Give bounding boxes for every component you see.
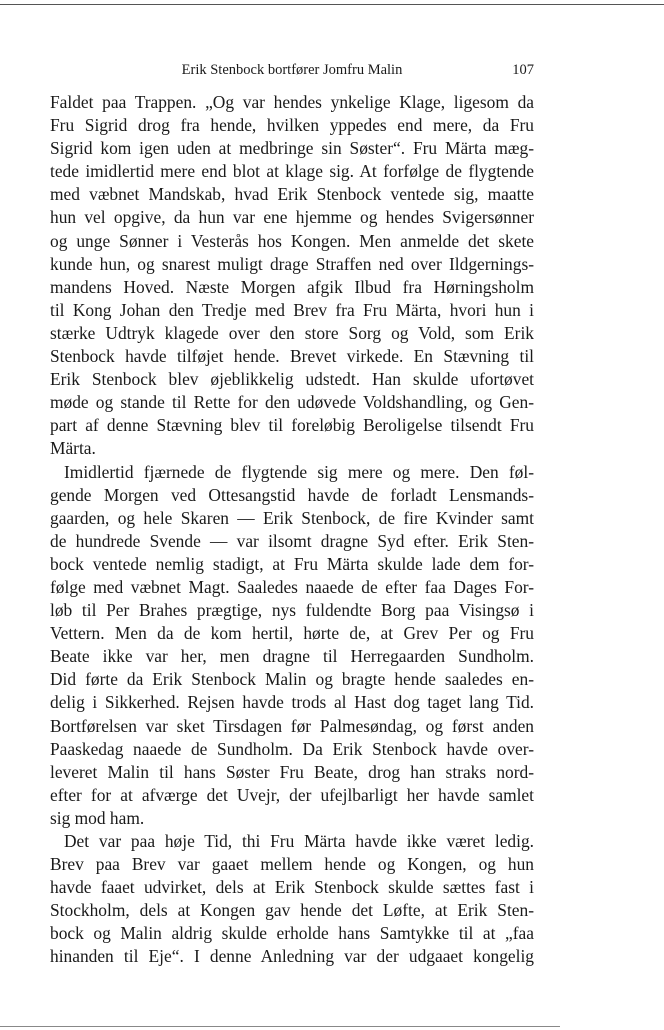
text-line: sig mod ham. (50, 807, 145, 828)
text-line: Imidlertid fjærnede de flygtende sig mere og mere. Den føl- (64, 461, 534, 482)
text-line: hinanden til Eje“. I denne Anledning var der udgaaet kongelig (50, 946, 534, 967)
running-header (50, 60, 534, 80)
text-line: Bortførelsen var sket Tirsdagen før Palmesøndag, og først anden (50, 715, 534, 736)
text-line: følge med væbnet Magt. Saaledes naaede de efter faa Dages For- (50, 576, 534, 597)
text-line: Erik Stenbock blev øjeblikkelig udstedt. Han skulde ufortøvet (50, 369, 534, 390)
text-line: Faldet paa Trappen. „Og var hendes ynkelige Klage, ligesom da (50, 92, 534, 112)
text-line: bock ventede nemlig stadigt, at Fru Märta skulde lade dem for- (50, 553, 534, 574)
text-line: hun vel opgive, da hun var ene hjemme og hendes Svigersønner (50, 207, 534, 228)
text-line: løb til Per Brahes prægtige, nys fuldendte Borg paa Visingsø i (50, 600, 534, 621)
text-line: efter for at afværge det Uvejr, der ufejlbarligt her havde samlet (50, 784, 534, 805)
top-rule (0, 4, 664, 5)
text-line: tede imidlertid mere end blot at klage sig. At forfølge de flygtende (50, 161, 534, 182)
text-line: de hundrede Svende — var ilsomt dragne Syd efter. Erik Sten- (50, 530, 534, 551)
text-line: kunde hun, og snarest muligt drage Straffen ned over Ildgernings- (50, 253, 534, 274)
text-line: til Kong Johan den Tredje med Brev fra Fru Märta, hvori hun i (50, 299, 534, 320)
text-line: gaarden, og hele Skaren — Erik Stenbock, de fire Kvinder samt (50, 507, 534, 528)
page-number: 107 (512, 62, 534, 78)
text-line: gende Morgen ved Ottesangstid havde de forladt Lensmands- (50, 484, 534, 505)
text-line: delig i Sikkerhed. Rejsen havde trods al Hast dog taget lang Tid. (50, 692, 534, 713)
text-line: mandens Hoved. Næste Morgen afgik Ilbud fra Hørningsholm (50, 276, 534, 297)
body-text (50, 91, 534, 969)
text-line: Märta. (50, 438, 96, 459)
text-line: bock og Malin aldrig skulde erholde hans Samtykke til at „faa (50, 923, 534, 944)
bottom-rule (0, 1026, 560, 1027)
text-line: Vettern. Men da de kom hertil, hørte de, at Grev Per og Fru (50, 623, 534, 644)
text-line: og unge Sønner i Vesterås hos Kongen. Men anmelde det skete (50, 230, 534, 251)
text-line: Sigrid kom igen uden at medbringe sin Søster“. Fru Märta mæg- (50, 138, 534, 159)
text-line: Did førte da Erik Stenbock Malin og bragte hende saaledes en- (50, 669, 534, 690)
text-line: Stockholm, dels at Kongen gav hende det Løfte, at Erik Sten- (50, 900, 534, 921)
text-line: havde faaet udvirket, dels at Erik Stenbock skulde sættes fast i (50, 877, 534, 898)
text-line: med væbnet Mandskab, hvad Erik Stenbock ventede sig, maatte (50, 184, 534, 205)
text-line: Det var paa høje Tid, thi Fru Märta havde ikke været ledig. (64, 831, 534, 851)
text-line: Beate ikke var her, men dragne til Herregaarden Sundholm. (50, 646, 534, 667)
text-line: møde og stande til Rette for den udøvede Voldshandling, og Gen- (50, 392, 534, 413)
text-line: Stenbock havde tilføjet hende. Brevet virkede. En Stævning til (50, 346, 534, 367)
text-line: Brev paa Brev var gaaet mellem hende og Kongen, og hun (50, 854, 534, 875)
text-line: Paaskedag naaede de Sundholm. Da Erik Stenbock havde over- (50, 738, 534, 759)
text-line: Fru Sigrid drog fra hende, hvilken yppedes end mere, da Fru (50, 115, 534, 136)
text-line: part af denne Stævning blev til foreløbig Beroligelse tilsendt Fru (50, 415, 534, 436)
text-line: leveret Malin til hans Søster Fru Beate, drog han straks nord- (50, 761, 534, 782)
running-title: Erik Stenbock bortfører Jomfru Malin (181, 62, 403, 78)
text-line: stærke Udtryk klagede over den store Sorg og Vold, som Erik (50, 322, 534, 343)
